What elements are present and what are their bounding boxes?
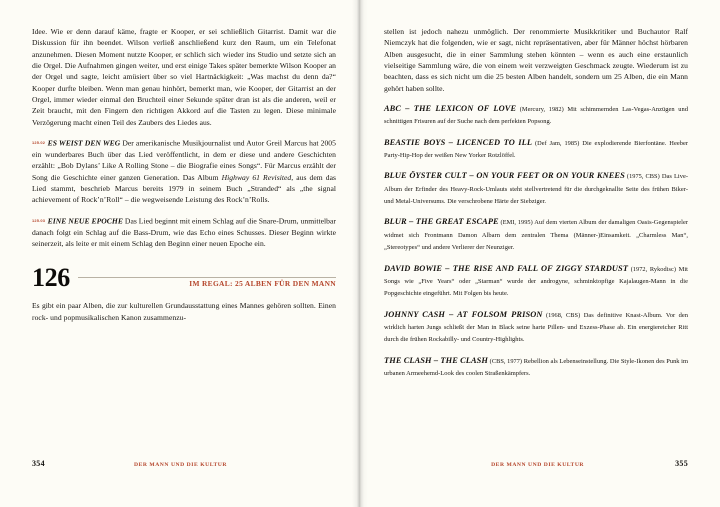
section-text-125-03: Das Lied beginnt mit einem Schlag auf die Snare-Drum, unmittelbar danach folgt ein Schlag auf die Bass-Drum, wie das Echo eines Schusses. Dieser Beginn wirkte seinerzeit, als leite er mit einem Schlag den Beginn einer neuen Epoche ein. (32, 216, 336, 249)
chapter-title-wrap (78, 277, 336, 290)
album-meta: (EMI, 1995) (498, 219, 533, 227)
album-description: Das definitive Knast-Album. Vor den wirklich harten Jungs schließt der Man in Black seine harte Pillen- und Exzess-Phase ab. Ein energiereicher Ritt durch die frühen Rockabilly- und Country-Highlights. (384, 311, 688, 344)
album-entry-johnny-cash (384, 309, 688, 346)
intro-continued-paragraph: stellen ist jedoch nahezu unmöglich. Der renommierte Musikkritiker und Buchautor Ralf Niemczyk hat die folgenden, wie er sagt, nicht repräsentativen, aber für Männer höchst hörbaren Alben ausgesucht, die in einer Sammlung stehen könnten – wenn es auch eine erstaunlich vielseitige Sammlung wäre, die von einem weit verzweigten Geschmack zeugte. Wiederum ist zu beachten, dass es sich nicht um die 25 besten Alben handelt, sondern um 25 Alben, die ein Mann gehört haben sollte. (384, 27, 688, 93)
album-entry-david-bowie (384, 263, 688, 300)
album-entry-blue-oyster-cult (384, 170, 688, 207)
continued-paragraph: Idee. Wie er denn darauf käme, fragte er Kooper, er sei schließlich Gitarrist. Damit war die Diskussion für ihn beendet. Wilson verließ anschließend kurz den Raum, um ein Telefonat anzunehmen. Diesen Moment nutzte Kooper, er schlich sich wieder ins Studio und setzte sich an die Orgel. Die Aufnahmen gingen weiter, und erst einige Takes später bemerkte Wilson Kooper an der Orgel und sagte, leicht amüsiert über so viel Hartnäckigkeit: „Was machst du denn da?“ Kooper durfte bleiben. Wenn man genau hinhört, bemerkt man, wie Kooper, der Gitarrist an der Orgel, immer wieder einmal den Bruchteil einer Sekunde später dran ist als die anderen, weil er Zeit braucht, mit den Fingern den richtigen Akkord auf die Tasten zu legen. Diese minimale Verzögerung macht einen Teil des Zaubers des Liedes aus. (32, 27, 336, 127)
album-title: ABC – THE LEXICON OF LOVE (384, 104, 517, 114)
album-description: Rebellion als Lebenseinstellung. Die Style-Ikonen des Punk im urbanen Armeehemd-Look des coolen Straßenkämpfers. (384, 357, 689, 377)
album-title: JOHNNY CASH – AT FOLSOM PRISON (384, 309, 543, 319)
chapter-intro-paragraph: Es gibt ein paar Alben, die zur kulturellen Grundausstattung eines Mannes gehören sollten. Einen rock- und popmusikalischen Kanon zusammenzu- (32, 301, 336, 322)
album-meta: (1968, CBS) (542, 311, 581, 319)
album-meta: (1975, CBS) (624, 173, 660, 181)
chapter-divider-rule (78, 277, 336, 278)
album-meta: (Mercury, 1982) (516, 106, 564, 114)
right-page-footer (384, 459, 688, 468)
chapter-number: 126 (32, 263, 70, 293)
album-meta: (Def Jam, 1985) (532, 139, 580, 147)
album-entry-blur (384, 216, 688, 253)
album-description: Mit schimmernden Las-Vegas-Anzügen und schnittigen Frisuren auf der Suche nach dem perfekten Popsong. (384, 106, 688, 126)
album-title: BLUE ÖYSTER CULT – ON YOUR FEET OR ON YOUR KNEES (384, 171, 625, 181)
album-entry-abc (384, 103, 688, 128)
album-title: DAVID BOWIE – THE RISE AND FALL OF ZIGGY STARDUST (384, 263, 629, 273)
chapter-title: IM REGAL: 25 ALBEN FÜR DEN MANN (189, 279, 336, 289)
album-meta: (CBS, 1977) (488, 357, 523, 365)
running-head-left: DER MANN UND DIE KULTUR (133, 462, 227, 468)
album-meta: (1972, Rykodisc) (628, 265, 676, 273)
section-text-after-125-02: , aus dem das Lied stammt, beschrieb Marcus bereits 1979 in seinem Buch „Stranded“ als „the signal achievement of Rock’n’Roll“ – die wegweisende Leistung des Rock’n’Rolls. (32, 172, 336, 205)
section-125-02 (32, 137, 336, 206)
album-title: THE CLASH – THE CLASH (384, 355, 489, 365)
folio-right: 355 (675, 459, 688, 468)
section-125-03 (32, 215, 336, 250)
album-description: Auf dem vierten Album der damaligen Oasis-Gegenspieler widmet sich Frontmann Damon Albarn dem zentralen Thema (Männer-)Einsamkeit. „Charmless Man“, „Stereotypes“ und andere Verlierer der Neunziger. (384, 219, 688, 252)
chapter-heading (32, 265, 336, 291)
folio-left: 354 (32, 459, 45, 468)
section-number-125-03: 125.03 (32, 217, 46, 223)
album-title: BLUR – THE GREAT ESCAPE (384, 217, 499, 227)
section-number-125-02: 125.02 (32, 140, 46, 146)
section-term-125-02: ES WEIST DEN WEG (47, 138, 121, 148)
left-page-footer (32, 459, 336, 468)
running-head-right: DER MANN UND DIE KULTUR (491, 462, 585, 468)
album-description: Mit Songs wie „Five Years“ oder „Starman“ wurde der androgyne, schminktopfige Kajalaugen-Mann in die Popgeschichte eingeführt. Mit Folgen bis heute. (384, 265, 688, 298)
album-description: Die explodierende Bierfontäne. Heeber Party-Hip-Hop der weißen New Yorker Rotzlöffel. (384, 139, 688, 160)
section-term-125-03: EINE NEUE EPOCHE (47, 216, 123, 226)
album-entry-the-clash (384, 355, 688, 380)
right-page (360, 0, 720, 507)
album-entry-beastie-boys (384, 137, 688, 162)
album-reference-highway61: Highway 61 Revisited (221, 172, 292, 182)
section-text-125-02: Der amerikanische Musikjournalist und Autor Greil Marcus hat 2005 ein wunderbares Buch über das Lied veröffentlicht, in dem er diese und andere Geschichten erzählt: „Bob Dylans’ Like A Rolling Stone – die Biografie eines Songs“. Für Marcus erzählt der Song die Geschichte einer ganzen Generation. Das Album (32, 138, 336, 182)
album-description: Das Live-Album der Erfinder des Heavy-Rock-Umlauts steht stellvertretend für die durchgeknallte Seite des frühen Biker- und Metal-Universums. Die verschrobene Härte der Siebziger. (384, 173, 689, 206)
album-title: BEASTIE BOYS – LICENCED TO ILL (384, 137, 533, 147)
